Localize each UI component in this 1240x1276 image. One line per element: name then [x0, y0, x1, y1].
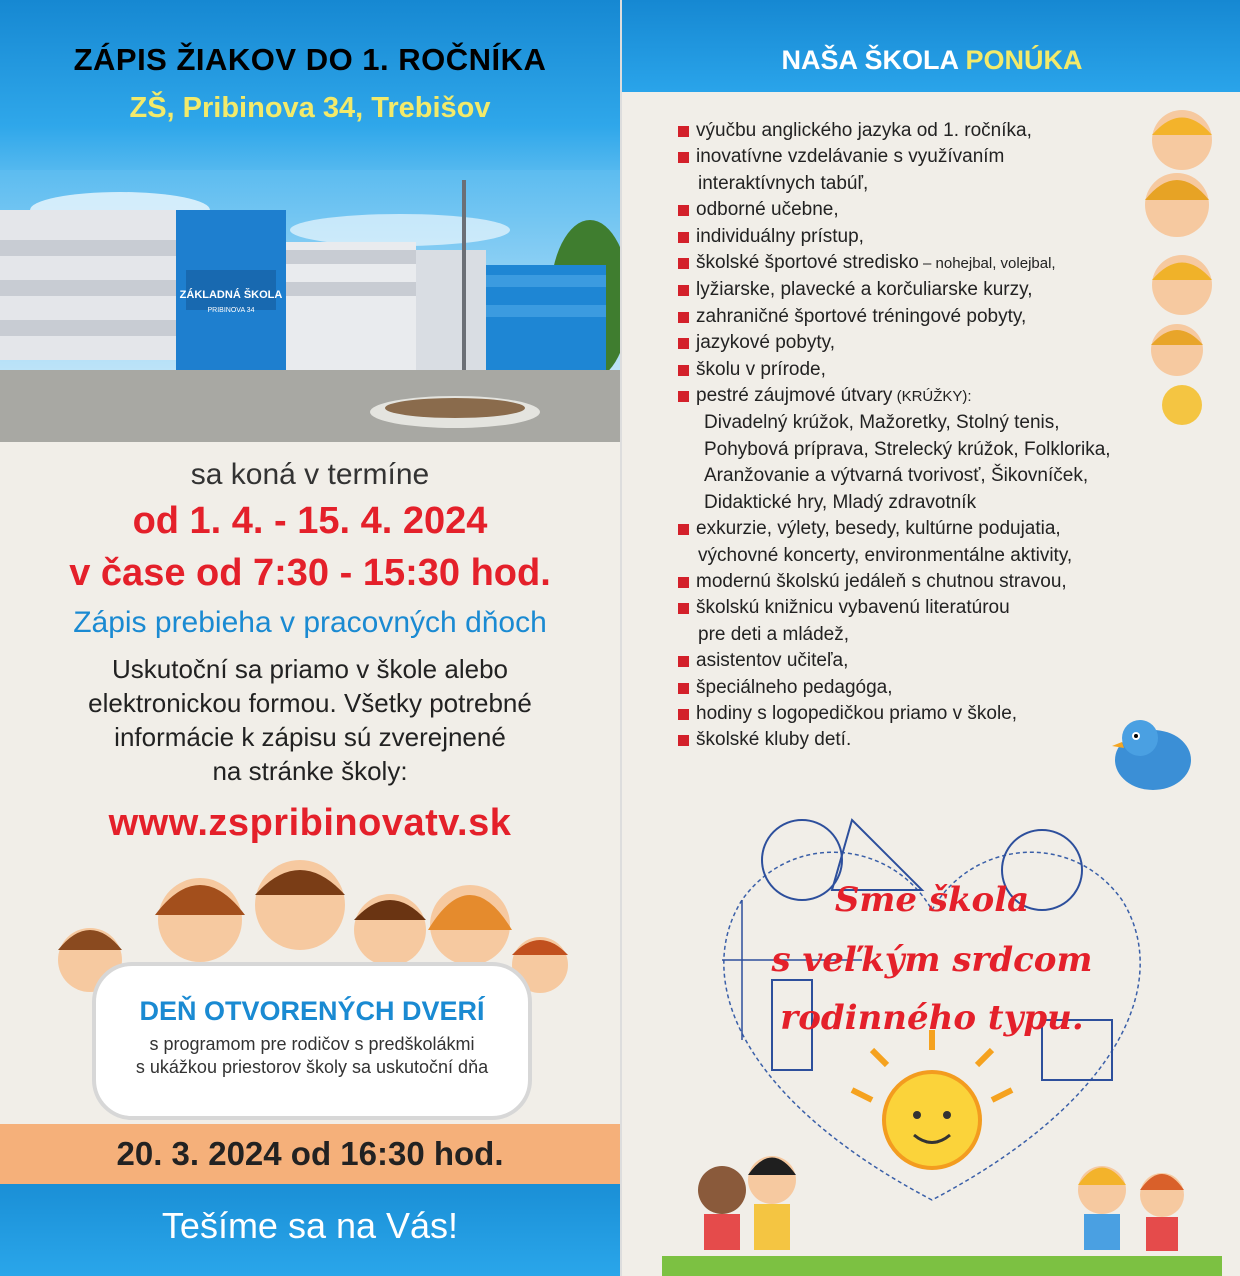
enrollment-title: ZÁPIS ŽIAKOV DO 1. ROČNÍKA	[73, 42, 547, 77]
offer-item	[678, 437, 1198, 463]
bird-icon	[1098, 700, 1208, 810]
offer-item	[678, 118, 1198, 144]
footer-greeting: Tešíme sa na Vás!	[0, 1184, 620, 1276]
offer-text: individuálny prístup,	[696, 225, 864, 247]
offer-text: modernú školskú jedáleň s chutnou stravou,	[696, 570, 1067, 592]
offer-item	[678, 463, 1198, 489]
offers-header-text: NAŠA ŠKOLA	[781, 45, 966, 75]
offer-item	[678, 357, 1198, 383]
school-website-link[interactable]: www.zspribinovatv.sk	[108, 802, 512, 844]
offer-text: pre deti a mládež,	[698, 623, 850, 645]
offer-item	[678, 144, 1198, 170]
offer-text: školské športové stredisko	[696, 252, 919, 274]
offer-item	[678, 197, 1198, 223]
offer-note: – nohejbal, volejbal,	[918, 255, 1056, 273]
kids-peeking-illustration	[1122, 100, 1232, 430]
offer-text: zahraničné športové tréningové pobyty,	[696, 305, 1027, 327]
offer-item	[678, 490, 1198, 516]
offer-item	[678, 569, 1198, 595]
info-line: informácie k zápisu sú zverejnené	[114, 722, 506, 752]
offer-item	[678, 171, 1198, 197]
offer-text: exkurzie, výlety, besedy, kultúrne podujatia,	[696, 518, 1061, 540]
offer-item	[678, 622, 1198, 648]
offer-text: Didaktické hry, Mladý zdravotník	[704, 491, 977, 513]
photo-sign: ZÁKLADNÁ ŠKOLA	[179, 289, 283, 301]
offer-text: Divadelný krúžok, Mažoretky, Stolný tenis,	[704, 412, 1060, 434]
weekday-note: Zápis prebieha v pracovných dňoch	[73, 606, 547, 639]
offers-list	[678, 118, 1198, 754]
offer-text: pestré záujmové útvary	[696, 385, 893, 407]
offer-text: Aranžovanie a výtvarná tvorivosť, Šikovníček,	[704, 465, 1089, 487]
slogan-line: rodinného typu.	[780, 998, 1084, 1038]
open-day-title: DEŇ OTVORENÝCH DVERÍ	[139, 996, 485, 1026]
offer-item	[678, 516, 1198, 542]
open-day-date: 20. 3. 2024 od 16:30 hod.	[0, 1124, 620, 1184]
offer-item	[678, 304, 1198, 330]
offer-text: interaktívnych tabúľ,	[698, 172, 869, 194]
offer-item	[678, 648, 1198, 674]
offer-text: inovatívne vzdelávanie s využívaním	[696, 146, 1005, 168]
slogan-line: Sme škola	[834, 880, 1030, 920]
enrollment-dates: od 1. 4. - 15. 4. 2024	[132, 500, 488, 542]
offer-text: školské kluby detí.	[696, 729, 852, 751]
offer-item	[678, 250, 1198, 277]
offer-note: (KRÚŽKY):	[892, 388, 972, 406]
info-line: Uskutoční sa priamo v škole alebo	[112, 654, 508, 684]
offer-text: odborné učebne,	[696, 199, 839, 221]
school-photo	[0, 170, 620, 442]
open-day-line: s programom pre rodičov s predškolákmi	[149, 1034, 475, 1054]
enrollment-times: v čase od 7:30 - 15:30 hod.	[69, 552, 551, 594]
offers-header-highlight: PONÚKA	[965, 45, 1083, 75]
offer-item	[678, 410, 1198, 436]
offer-text: Pohybová príprava, Strelecký krúžok, Folklorika,	[704, 438, 1111, 460]
open-day-description	[96, 1033, 528, 1079]
offer-text: výchovné koncerty, environmentálne aktivity,	[698, 544, 1073, 566]
offer-item	[678, 224, 1198, 250]
offer-text: asistentov učiteľa,	[696, 650, 849, 672]
info-text	[0, 652, 620, 788]
offer-text: jazykové pobyty,	[696, 332, 836, 354]
info-line: elektronickou formou. Všetky potrebné	[88, 688, 532, 718]
children-bottom-illustration	[662, 1120, 1222, 1276]
photo-sign-address: PRIBINOVA 34	[207, 307, 255, 314]
offer-text: lyžiarske, plavecké a korčuliarske kurzy,	[696, 279, 1033, 301]
offer-text: špeciálneho pedagóga,	[696, 676, 893, 698]
offers-header	[622, 0, 1240, 92]
left-header	[0, 0, 620, 180]
open-day-cloud	[92, 962, 532, 1120]
offer-item	[678, 330, 1198, 356]
open-day-line: s ukážkou priestorov školy sa uskutoční dňa	[135, 1057, 489, 1077]
info-line: na stránke školy:	[212, 756, 408, 786]
offer-item	[678, 277, 1198, 303]
school-address: ZŠ, Pribinova 34, Trebišov	[129, 92, 491, 124]
offer-text: školskú knižnicu vybavenú literatúrou	[696, 597, 1010, 619]
offer-item	[678, 595, 1198, 621]
offer-text: školu v prírode,	[696, 358, 826, 380]
term-intro: sa koná v termíne	[190, 458, 430, 491]
right-panel	[620, 0, 1240, 1276]
slogan-line: s veľkým srdcom	[771, 940, 1093, 980]
offer-text: výučbu anglického jazyka od 1. ročníka,	[696, 120, 1032, 141]
offer-item	[678, 383, 1198, 410]
offer-item	[678, 543, 1198, 569]
offer-text: hodiny s logopedičkou priamo v škole,	[696, 702, 1018, 724]
offer-item	[678, 675, 1198, 701]
